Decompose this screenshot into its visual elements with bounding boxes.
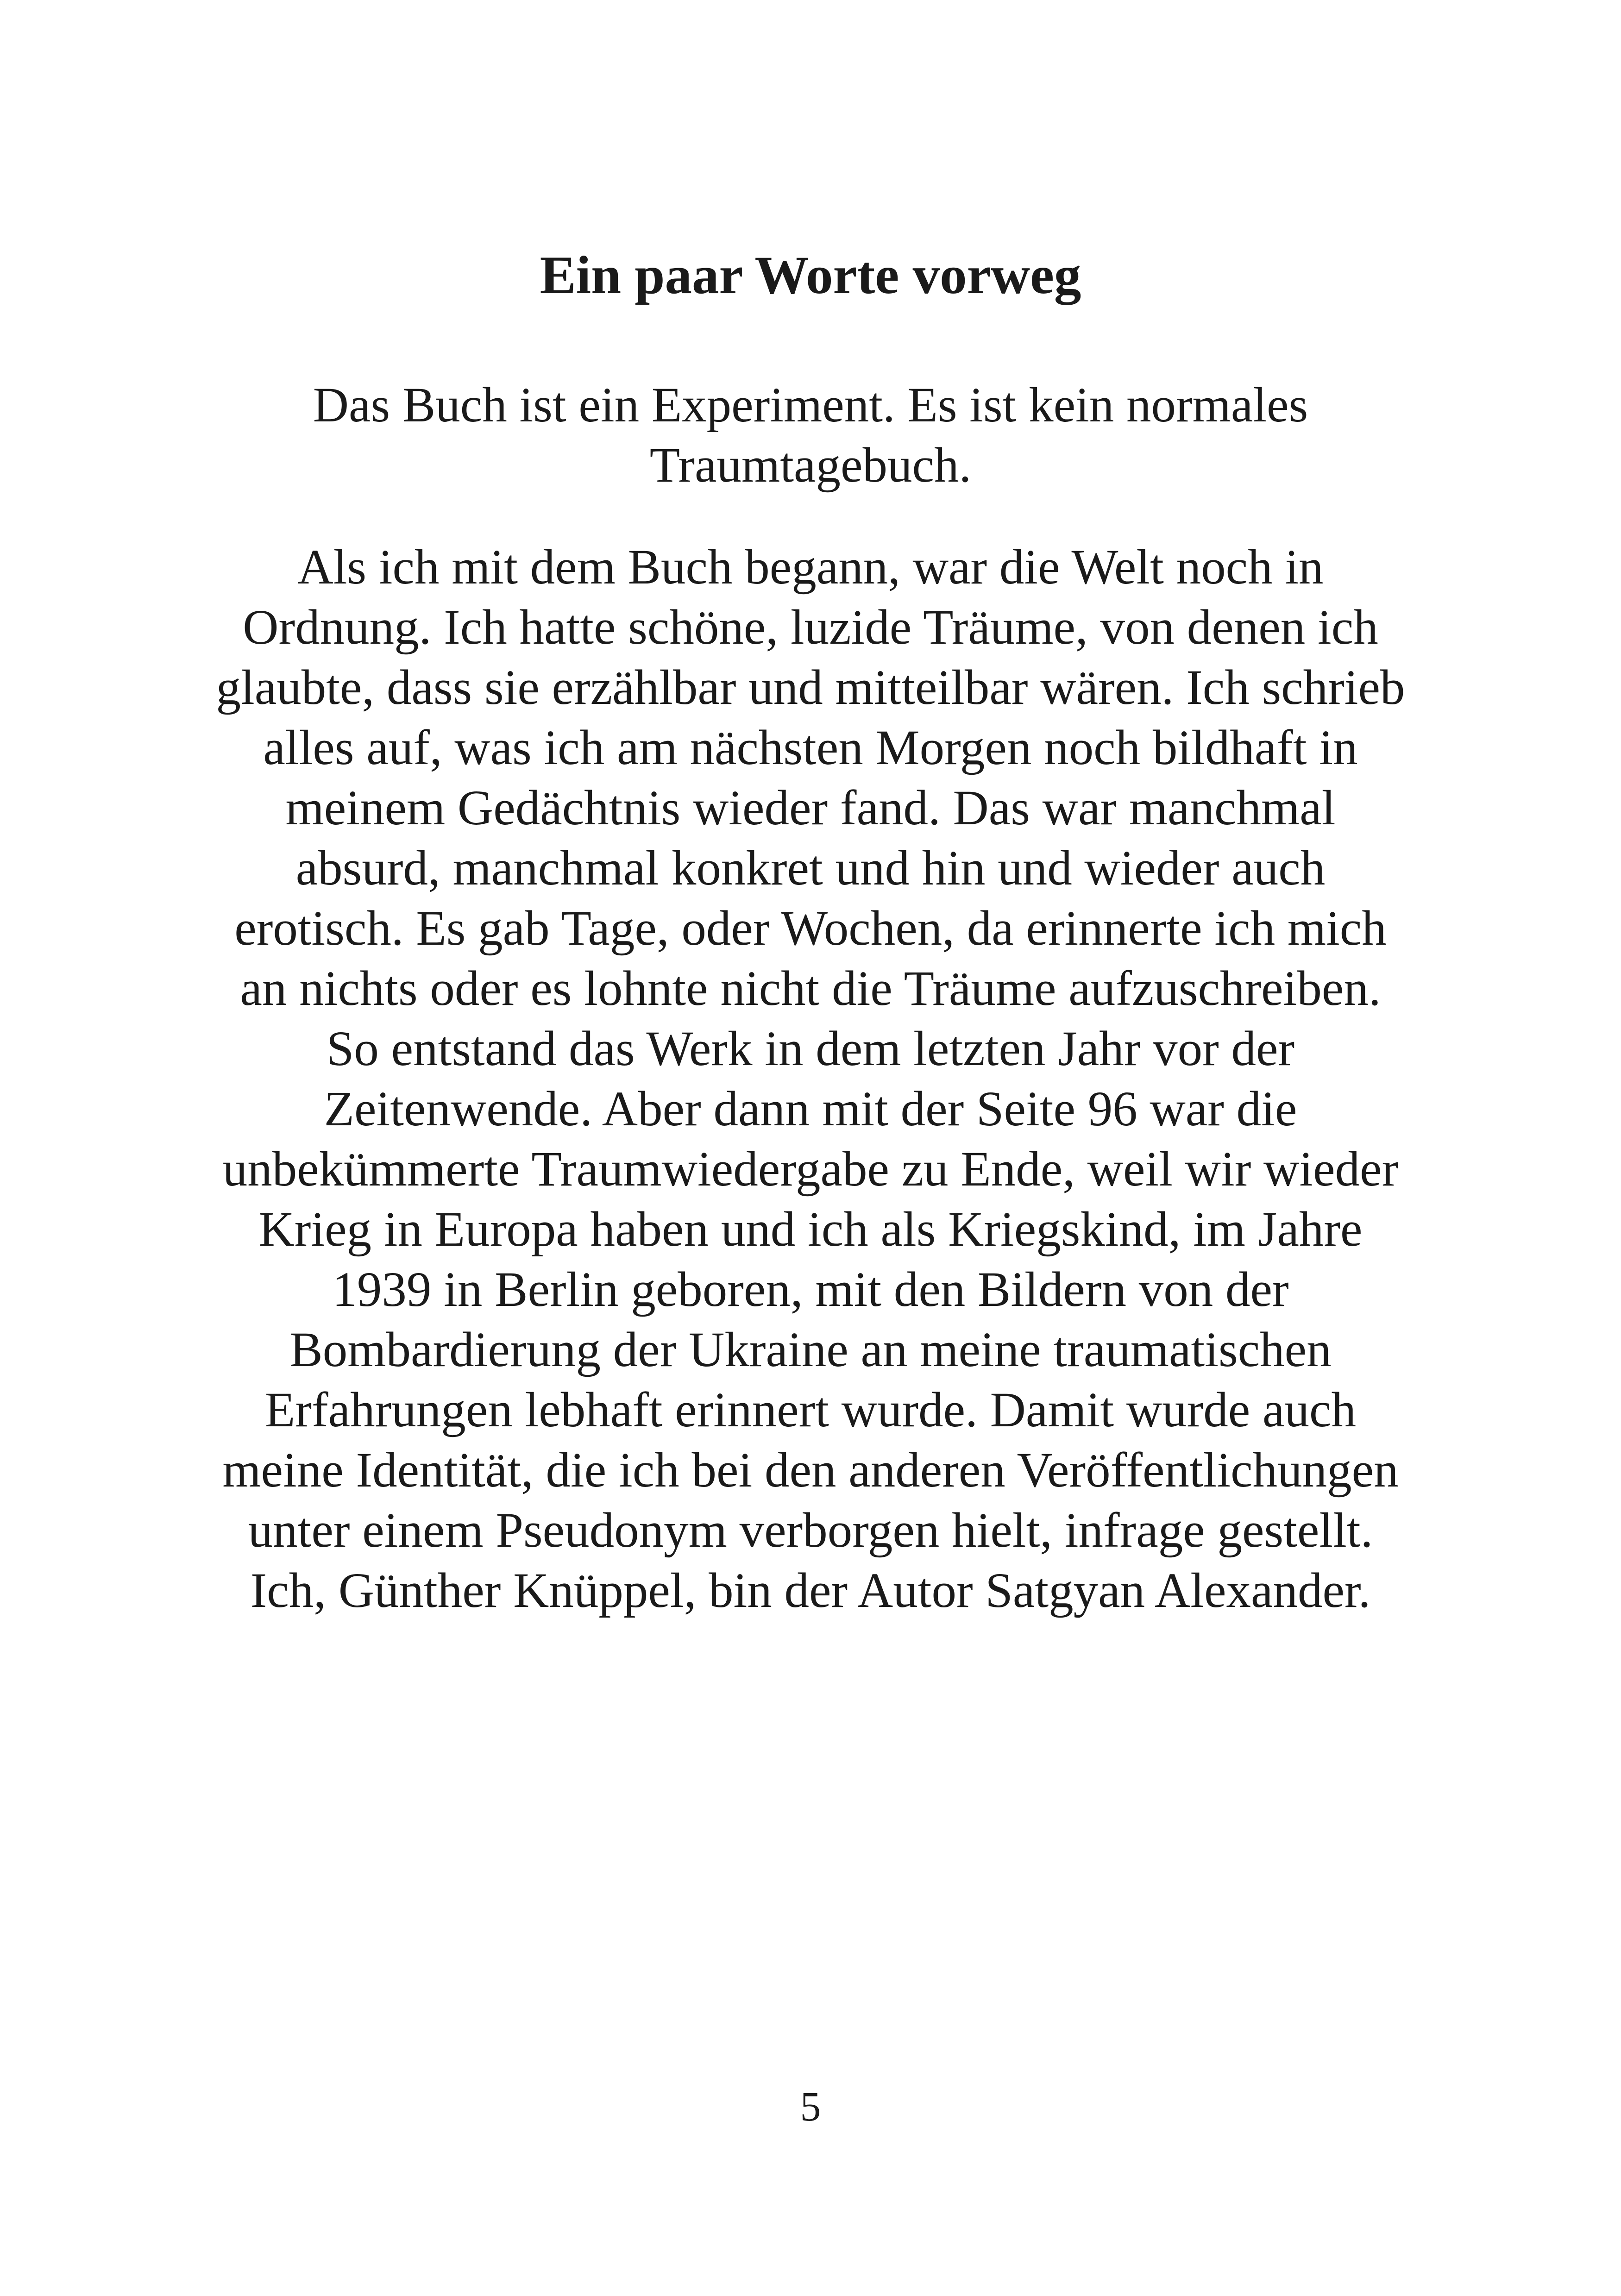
intro-paragraph: Das Buch ist ein Experiment. Es ist kein normales Traumtagebuch. [313,378,1308,493]
body-paragraph: Als ich mit dem Buch begann, war die Welt noch in Ordnung. Ich hatte schöne, luzide Träume, von denen ich glaubte, dass sie erzählbar und mitteilbar wären. Ich schrieb alles auf, was ich am nächsten Morgen noch bildhaft in meinem Gedächtnis wieder fand. Das war manchmal absurd, manchmal konkret und hin und wieder auch erotisch. Es gab Tage, oder Wochen, da erinnerte ich mich an nichts oder es lohnte nicht die Träume aufzuschreiben. So entstand das Werk in dem letzten Jahr vor der Zeitenwende. Aber dann mit der Seite 96 war die unbekümmerte Traumwiedergabe zu Ende, weil wir wieder Krieg in Europa haben und ich als Kriegskind, im Jahre 1939 in Berlin geboren, mit den Bildern von der Bombardierung der Ukraine an meine traumatischen Erfahrungen lebhaft erinnert wurde. Damit wurde auch meine Identität, die ich bei den anderen Veröffentlichungen unter einem Pseudonym verborgen hielt, infrage gestellt. Ich, Günther Knüppel, bin der Autor Satgyan Alexander. [216,540,1405,1618]
page-title: Ein paar Worte vorweg [540,245,1081,305]
page-number: 5 [800,2084,821,2130]
